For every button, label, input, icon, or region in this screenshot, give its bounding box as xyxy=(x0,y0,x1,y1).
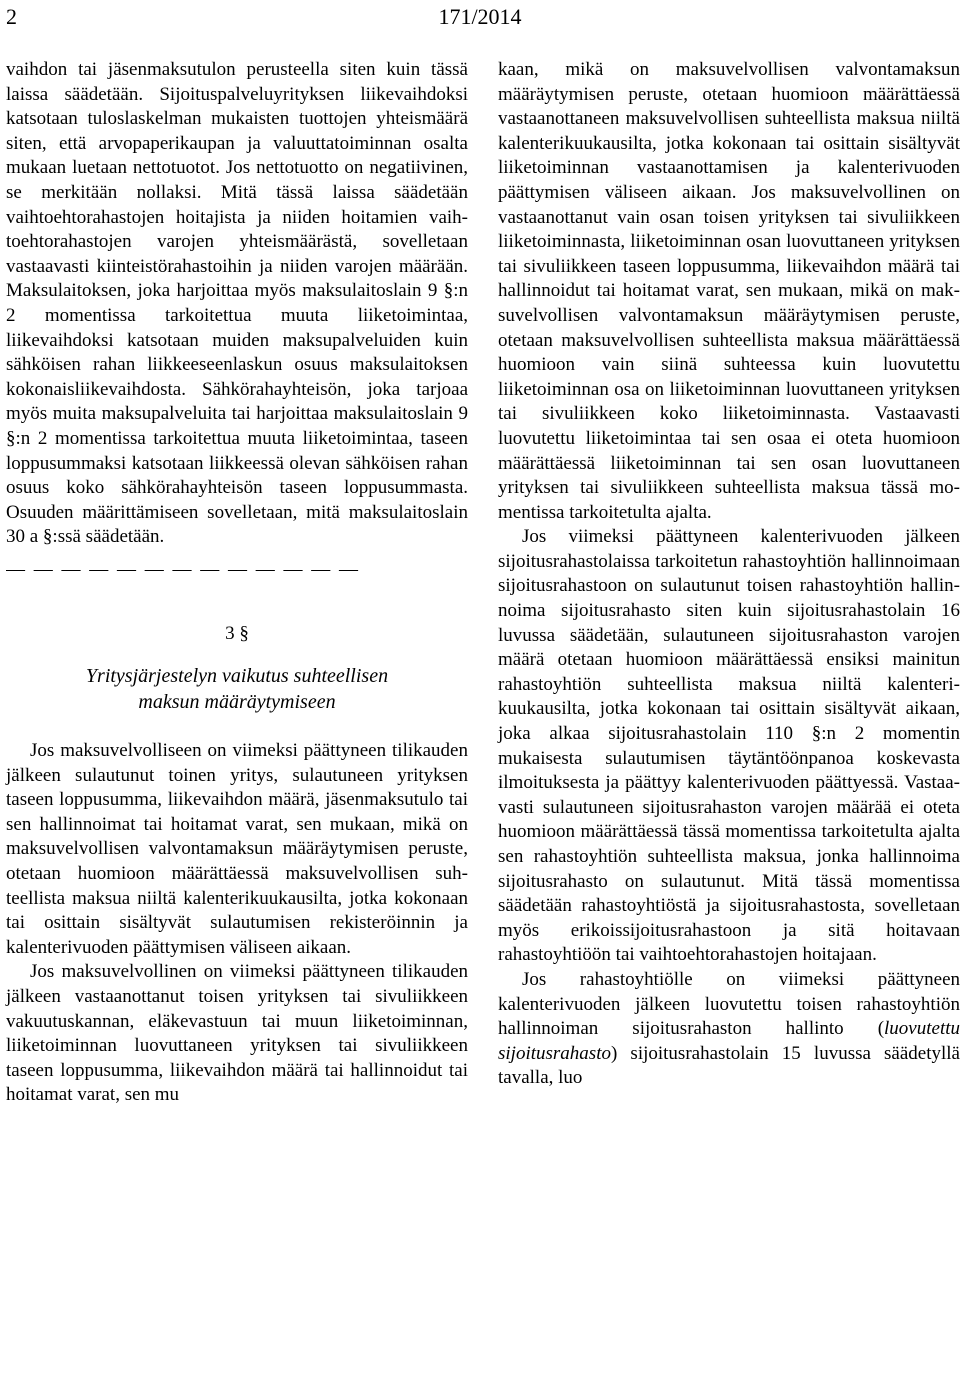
left-column xyxy=(6,58,468,1108)
paragraph-fund-transfer-term: luovutettu sijoitusrahasto xyxy=(498,1018,960,1064)
page-header xyxy=(0,0,960,40)
page-number: 2 xyxy=(6,4,17,29)
paragraph-fund-transfer-b: ) sijoitusrahastolain 15 luvussa säädetyllä tavalla, luo xyxy=(498,1042,960,1089)
section-title-line-2: maksun määräytymiseen xyxy=(138,691,336,714)
paragraph-transfer-continued: kaan, mikä on maksuvelvollisen valvontamaksun määräytymisen peruste, otetaan huomioon määrättäessä vastaanottaneen maksuvelvollisen suhteellista maksua niiltä kalenterikuukausilta, jotka kokonaan tai osittain sisältyvät liiketoiminnan vastaanottamisen ja kalenterivuoden päättymisen väliseen aikaan. Jos maksuvelvollinen on vastaanottanut vain osan toisen yrityksen tai sivuliikkeen liiketoiminnasta, liiketoiminnan osan luovuttaneen yrityksen tai sivuliikkeen taseen loppusumma, liikevaihdon määrä tai hallinnoidut tai hoitamat varat, sen mukaan, mikä on maksuvelvollisen valvontamaksun määräytymisen peruste, otetaan maksuvelvollisen suhteellista maksua määrättäessä huomioon vain siinä suhteessa kuin luovutettu liiketoiminnan osa on liiketoiminnan luovuttaneen yrityksen tai sivuliikkeen koko liiketoiminnasta. Vastaavasti luovutettu liiketoimintaa tai sen osaa ei oteta huomioon määrättäessä liiketoiminnan tai sen osan luovuttaneen yrityksen tai sivuliikkeen suhteellista maksua tässä momentissa tarkoitetulta ajalta. xyxy=(498,59,960,523)
section-title-line-1: Yritysjärjestelyn vaikutus suhteellisen xyxy=(85,665,389,688)
paragraph-fund-transfer-a: Jos rahastoyhtiölle on viimeksi päättyneen kalenterivuoden jälkeen luovutettu toisen rahastoyhtiön hallinnoiman sijoitusrahaston hallinto ( xyxy=(498,968,960,1040)
intro-paragraph: vaihdon tai jäsenmaksutulon perusteella siten kuin tässä laissa säädetään. Sijoituspalveluyrityksen liikevaihdoksi katsotaan tuloslaskelman mukaisten tuottojen yhteismäärä siten, että arvopaperikaupan ja valuuttatoiminnan osalta mukaan luetaan nettotuotot. Jos nettotuotto on negatiivinen, se merkitään nollaksi. Mitä tässä laissa säädetään vaihtoehtorahastojen hoitajista ja niiden hoitamien vaihtoehtorahastojen varojen yhteismäärästä, sovelletaan vastaavasti kiinteistörahastoihin ja niiden varojen määrään. Maksulaitoksen, joka harjoittaa myös maksulaitoslain 9 §:n 2 momentissa tarkoitettua muuta liiketoimintaa, liikevaihdoksi katsotaan muiden maksupalveluiden kuin sähköisen rahan liikkeeseenlaskun osuus maksulaitoksen kokonaisliikevaihdosta. Sähkörahayhteisön, joka tarjoaa myös muita maksupalveluita tai harjoittaa maksulaitoslain 9 §:n 2 momentissa tarkoitettua muuta liiketoimintaa, taseen loppusummaksi katsotaan liikkeessä olevan sähköisen rahan osuus koko sähkörahayhteisön taseen loppusummasta. Osuuden määrittämiseen sovelletaan, mitä maksulaitoslain 30 a §:ssä säädetään. xyxy=(6,59,468,548)
paragraph-transfer: Jos maksuvelvollinen on viimeksi päättyneen tilikauden jälkeen vastaanottanut toisen yrityksen tai sivuliikkeen vakuutuskannan, eläkevastuun tai muun liiketoiminnan, liiketoiminnan luovuttaneen yrityksen tai sivuliikkeen taseen loppusumma, liikevaihdon määrä tai hallinnoidut tai hoitamat varat, sen mu xyxy=(6,961,468,1106)
paragraph-fund-transfer xyxy=(498,968,960,1091)
section-title xyxy=(6,663,468,715)
right-column xyxy=(498,58,960,1091)
paragraph-merger: Jos maksuvelvolliseen on viimeksi päättyneen tilikauden jälkeen sulautunut toinen yritys, sulautuneen yrityksen taseen loppusumma, liikevaihdon määrä, jäsenmaksutulo tai sen hallinnoimat tai hoitamat varat, sen mukaan, mikä on maksuvelvollisen valvontamaksun määräytymisen peruste, otetaan huomioon määrättäessä maksuvelvollisen suhteellista maksua niiltä kalenterikuukausilta, jotka kokonaan tai osittain sisältyvät sulautumisen rekisteröinnin ja kalenterivuoden päättymisen väliseen aikaan. xyxy=(6,740,468,958)
paragraph-fund-merger: Jos viimeksi päättyneen kalenterivuoden jälkeen sijoitusrahastolaissa tarkoitetun rahastoyhtiön hallinnoimaan sijoitusrahastoon on sulautunut toisen rahastoyhtiön hallinnoima sijoitusrahasto siten kuin sijoitusrahastolain 16 luvussa säädetään, sulautuneen sijoitusrahaston varojen määrä otetaan huomioon määrättäessä ensiksi mainitun rahastoyhtiön suhteellista maksua niiltä kalenterikuukausilta, jotka kokonaan tai osittain sisältyvät aikaan, joka alkaa sijoitusrahastolain 110 §:n 2 momentin mukaisesta sulautumisen täytäntöönpanoa koskevasta ilmoituksesta ja päättyy kalenterivuoden päättyessä. Vastaavasti sulautuneen sijoitusrahaston varojen määrää ei oteta huomioon määrättäessä tässä momentissa tarkoitetulta ajalta sen rahastoyhtiön suhteellista maksua, jonka hallinnoima sijoitusrahasto on sulautunut. Mitä tässä momentissa säädetään rahastoyhtiöstä ja sijoitusrahastosta, sovelletaan myös erikoissijoitusrahastoon ja sitä hoitavaan rahastoyhtiöön tai vaihtoehtorahastojen hoitajaan. xyxy=(498,526,960,966)
section-number: 3 § xyxy=(225,623,249,645)
issue-number: 171/2014 xyxy=(438,4,522,29)
section-separator: — — — — — — — — — — — — — xyxy=(6,558,360,580)
